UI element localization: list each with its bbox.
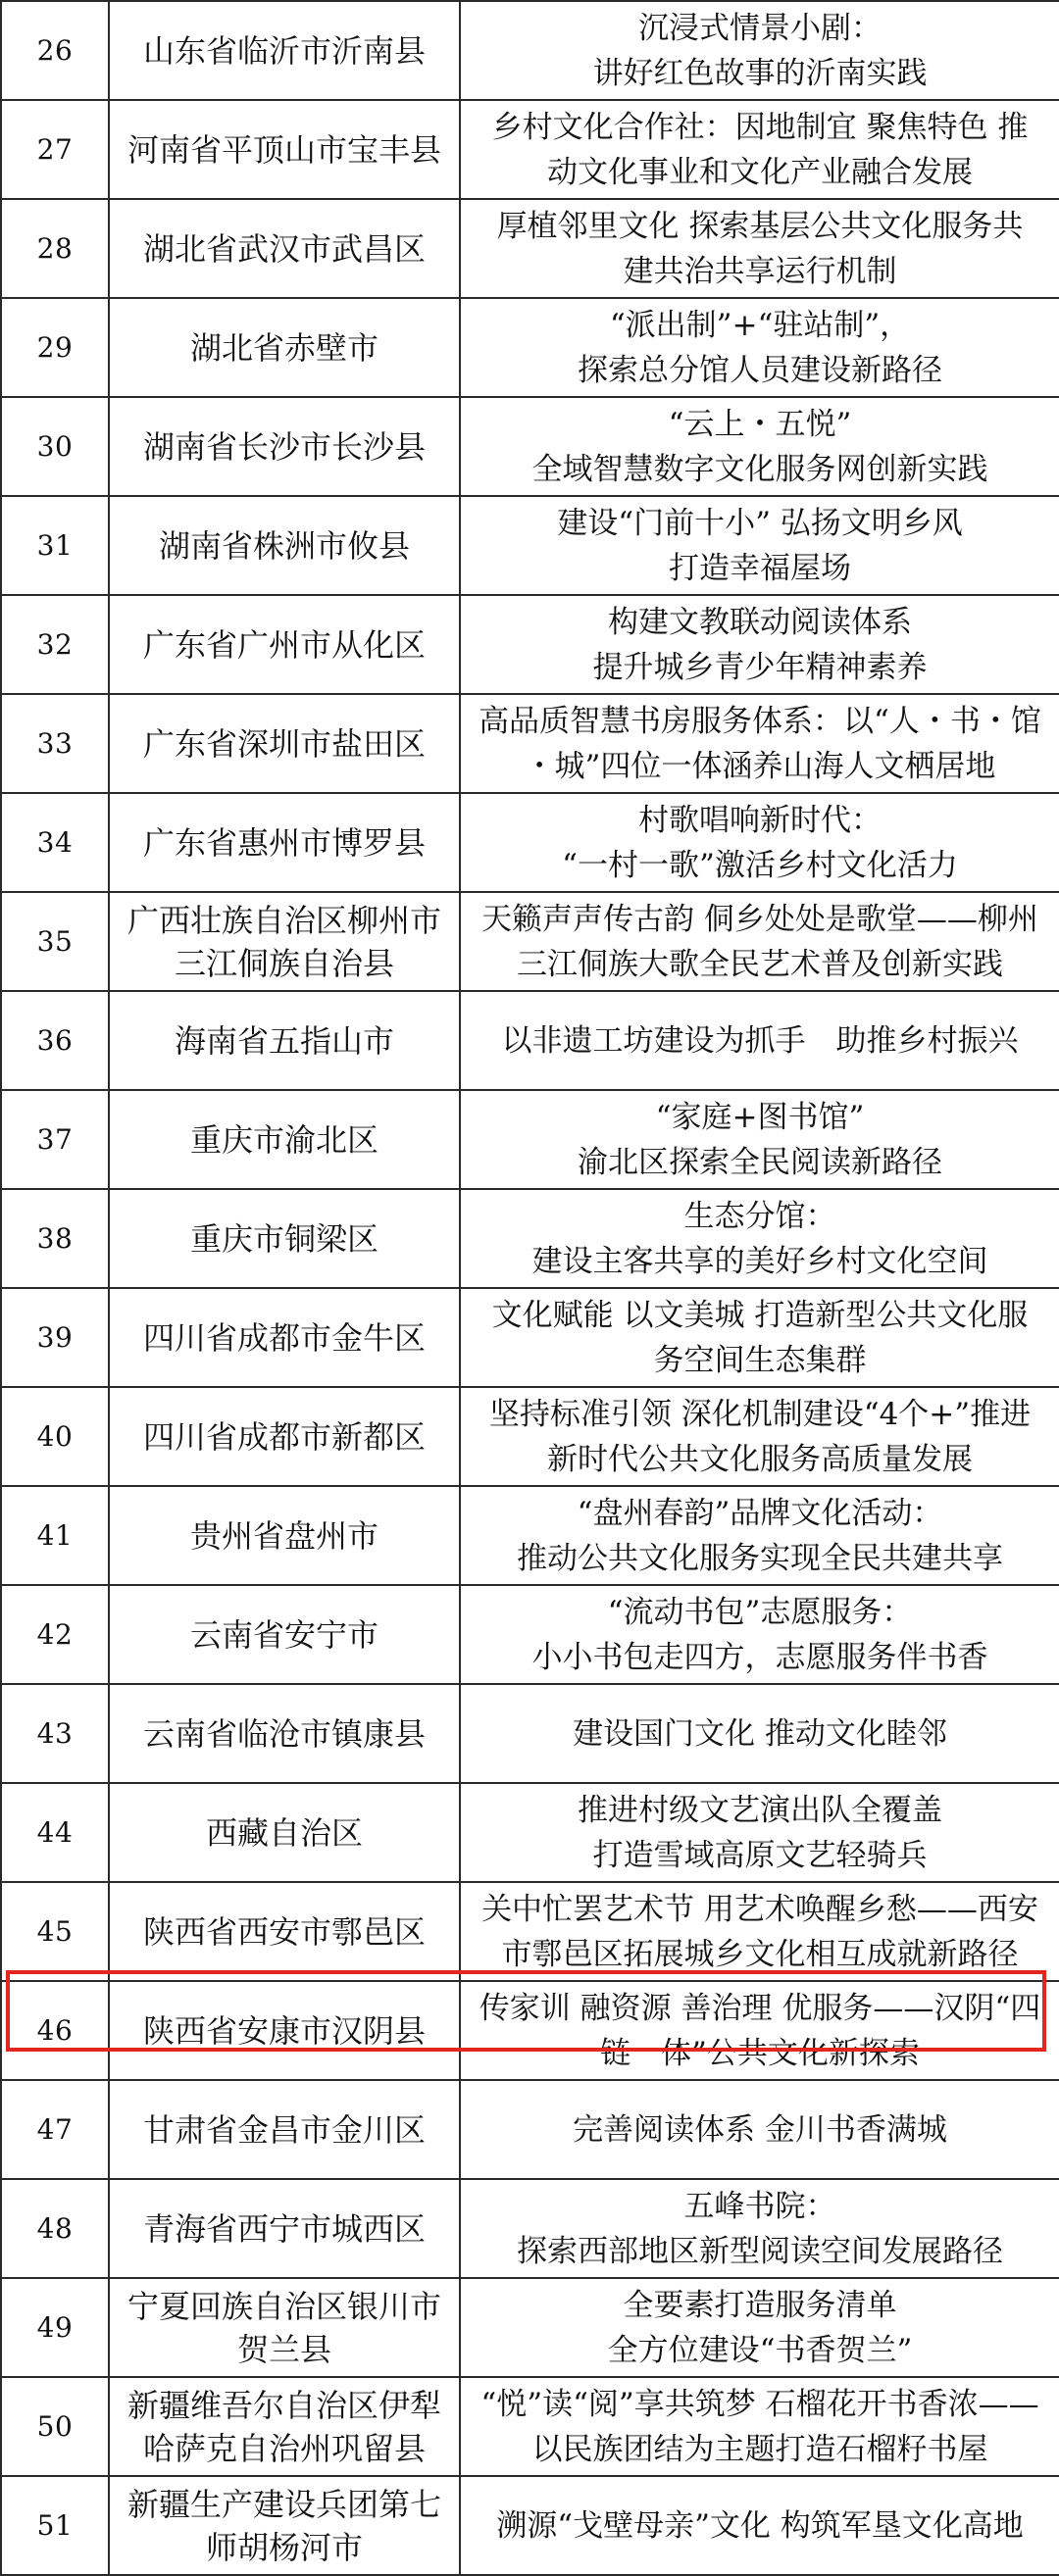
region-line: 贺兰县 [236,2330,331,2368]
region-line: 四川省成都市金牛区 [142,1318,426,1357]
case-title-line: 以民族团结为主题打造石榴籽书屋 [531,2431,988,2467]
case-title-line: “派出制”+“驻站制”， [609,307,911,343]
table-row [1,1486,1059,1585]
region-cell [109,595,460,694]
table-row [1,2476,1059,2575]
row-number: 46 [1,1981,109,2080]
row-number: 38 [1,1189,109,1288]
case-title-line: 新时代公共文化服务高质量发展 [547,1441,973,1477]
region-cell [109,1981,460,2080]
table-row [1,1981,1059,2080]
table-row [1,793,1059,892]
region-cell [109,199,460,298]
case-title-cell [460,1387,1059,1486]
row-number: 31 [1,496,109,595]
region-line: 湖南省长沙市长沙县 [142,427,426,466]
row-number: 45 [1,1882,109,1981]
region-cell [109,298,460,397]
case-title-line: 溯源“戈壁母亲”文化 构筑军垦文化高地 [496,2507,1024,2544]
row-number: 43 [1,1684,109,1783]
case-title-line: 传家训 融资源 善治理 优服务——汉阴“四 [479,1990,1041,2026]
region-line: 师胡杨河市 [205,2528,363,2566]
case-title-cell [460,991,1059,1090]
case-title-cell [460,100,1059,199]
case-title-line: 打造幸福屋场 [669,550,851,586]
case-title-cell [460,1288,1059,1387]
case-title-line: 建设“门前十小” 弘扬文明乡风 [557,505,963,541]
region-line: 西藏自治区 [205,1813,363,1852]
table-row [1,1684,1059,1783]
case-title-cell [460,1783,1059,1882]
table-row [1,1189,1059,1288]
case-title-line: 小小书包走四方，志愿服务伴书香 [531,1639,988,1675]
row-number: 44 [1,1783,109,1882]
case-title-line: 推进村级文艺演出队全覆盖 [578,1792,942,1828]
case-title-line: “盘州春韵”品牌文化活动： [577,1495,943,1531]
case-title-line: 关中忙罢艺术节 用艺术唤醒乡愁——西安 [481,1891,1038,1927]
row-number: 50 [1,2377,109,2476]
region-line: 陕西省安康市汉阴县 [142,2011,426,2050]
case-title-cell [460,1189,1059,1288]
region-cell [109,1288,460,1387]
region-line: 广东省广州市从化区 [142,625,426,664]
region-line: 湖南省株洲市攸县 [158,526,410,565]
table-row [1,199,1059,298]
table-row [1,892,1059,991]
region-cell [109,2080,460,2179]
region-cell [109,1486,460,1585]
case-title-cell [460,892,1059,991]
case-title-cell [460,1882,1059,1981]
case-title-line: 建共治共享运行机制 [623,253,897,289]
region-line: 重庆市铜梁区 [189,1219,378,1258]
region-line: 海南省五指山市 [174,1021,394,1060]
region-line: 云南省安宁市 [189,1615,378,1654]
case-title-cell [460,1684,1059,1783]
region-cell [109,2278,460,2377]
table-row [1,2179,1059,2278]
case-title-line: 全方位建设“书香贺兰” [607,2332,913,2368]
table-row [1,1387,1059,1486]
region-line: 湖北省赤壁市 [189,328,378,367]
region-line: 三江侗族自治县 [174,944,394,982]
case-title-line: “家庭+图书馆” [655,1099,865,1135]
table-row [1,1783,1059,1882]
case-title-line: 探索西部地区新型阅读空间发展路径 [517,2233,1003,2269]
row-number: 32 [1,595,109,694]
row-number: 36 [1,991,109,1090]
case-title-line: 完善阅读体系 金川书香满城 [573,2111,947,2148]
region-cell [109,100,460,199]
case-title-cell [460,694,1059,793]
case-title-line: “悦”读“阅”享共筑梦 石榴花开书香浓—— [480,2386,1039,2422]
region-line: 湖北省武汉市武昌区 [142,229,426,268]
case-title-cell [460,1,1059,100]
region-line: 河南省平顶山市宝丰县 [126,130,441,169]
case-title-line: 动文化事业和文化产业融合发展 [547,154,973,190]
case-title-cell [460,1486,1059,1585]
case-title-line: “一村一歌”激活乡村文化活力 [562,847,958,883]
region-line: 青海省西宁市城西区 [142,2209,426,2248]
table-row [1,298,1059,397]
row-number: 28 [1,199,109,298]
case-title-line: 讲好红色故事的沂南实践 [592,55,928,91]
case-title-line: 全要素打造服务清单 [623,2287,897,2323]
region-cell [109,397,460,496]
case-title-cell [460,397,1059,496]
region-cell [109,1090,460,1189]
row-number: 37 [1,1090,109,1189]
row-number: 41 [1,1486,109,1585]
region-cell [109,793,460,892]
region-line: 广东省惠州市博罗县 [142,823,426,862]
case-title-line: 五峰书院： [683,2188,836,2224]
row-number: 47 [1,2080,109,2179]
region-line: 哈萨克自治州巩留县 [142,2429,426,2467]
table-row [1,1882,1059,1981]
row-number: 29 [1,298,109,397]
case-title-line: 天籁声声传古韵 侗乡处处是歌堂——柳州 [481,901,1038,937]
case-title-line: 坚持标准引领 深化机制建设“4个+”推进 [488,1396,1032,1432]
region-cell [109,694,460,793]
region-cell [109,2476,460,2575]
case-title-line: 文化赋能 以文美城 打造新型公共文化服 [491,1297,1029,1333]
case-title-cell [460,199,1059,298]
row-number: 33 [1,694,109,793]
case-title-line: 探索总分馆人员建设新路径 [578,352,942,388]
region-cell [109,991,460,1090]
case-title-cell [460,2278,1059,2377]
region-cell [109,1,460,100]
region-cell [109,892,460,991]
case-title-line: 务空间生态集群 [653,1342,867,1378]
row-number: 40 [1,1387,109,1486]
case-title-line: 村歌唱响新时代： [638,802,882,838]
region-line: 广东省深圳市盐田区 [142,724,426,763]
case-title-line: “云上・五悦” [668,406,852,442]
case-title-cell [460,1585,1059,1684]
row-number: 35 [1,892,109,991]
region-line: 山东省临沂市沂南县 [142,31,426,70]
case-title-line: 三江侗族大歌全民艺术普及创新实践 [517,946,1003,982]
case-title-line: 市鄠邑区拓展城乡文化相互成就新路径 [501,1936,1019,1972]
region-line: 陕西省西安市鄠邑区 [142,1912,426,1951]
table-row [1,694,1059,793]
table-body [1,1,1059,2575]
row-number: 51 [1,2476,109,2575]
region-line: 贵州省盘州市 [189,1516,378,1555]
row-number: 42 [1,1585,109,1684]
case-title-line: 沉浸式情景小剧： [638,10,882,46]
case-title-line: 渝北区探索全民阅读新路径 [578,1144,942,1180]
case-title-line: 构建文教联动阅读体系 [608,604,912,640]
table-row [1,2377,1059,2476]
case-title-line: 打造雪域高原文艺轻骑兵 [592,1837,928,1873]
case-title-line: 全域智慧数字文化服务网创新实践 [531,451,988,487]
table-row [1,595,1059,694]
case-title-line: 乡村文化合作社：因地制宜 聚焦特色 推 [491,109,1029,145]
region-line: 宁夏回族自治区银川市 [126,2287,441,2325]
case-title-line: 链一体”公共文化新探索 [600,2035,920,2071]
row-number: 39 [1,1288,109,1387]
region-line: 甘肃省金昌市金川区 [142,2110,426,2149]
region-cell [109,1783,460,1882]
row-number: 30 [1,397,109,496]
case-title-line: 生态分馆： [683,1198,836,1234]
case-title-cell [460,1090,1059,1189]
case-title-cell [460,2476,1059,2575]
region-line: 广西壮族自治区柳州市 [126,901,441,939]
case-title-line: 高品质智慧书房服务体系：以“人・书・馆 [479,703,1041,739]
case-title-line: 以非遗工坊建设为抓手 助推乡村振兴 [501,1022,1019,1059]
region-cell [109,2179,460,2278]
case-title-cell [460,2377,1059,2476]
table-row [1,2278,1059,2377]
region-cell [109,1882,460,1981]
case-title-line: “流动书包”志愿服务： [607,1594,913,1630]
region-cell [109,1585,460,1684]
region-line: 四川省成都市新都区 [142,1417,426,1456]
table-row [1,1,1059,100]
table-row [1,496,1059,595]
case-title-cell [460,595,1059,694]
case-title-line: 厚植邻里文化 探索基层公共文化服务共 [496,208,1024,244]
region-cell [109,1387,460,1486]
case-title-line: 建设主客共享的美好乡村文化空间 [531,1243,988,1279]
row-number: 34 [1,793,109,892]
case-title-line: ・城”四位一体涵养山海人文栖居地 [524,748,996,784]
region-cell [109,1684,460,1783]
row-number: 49 [1,2278,109,2377]
region-line: 新疆维吾尔自治区伊犁 [126,2386,441,2424]
region-cell [109,1189,460,1288]
case-title-line: 提升城乡青少年精神素养 [592,649,928,685]
table-row [1,1090,1059,1189]
table-row [1,991,1059,1090]
region-line: 重庆市渝北区 [189,1120,378,1159]
table-row [1,1288,1059,1387]
case-title-cell [460,793,1059,892]
row-number: 48 [1,2179,109,2278]
region-line: 云南省临沧市镇康县 [142,1714,426,1753]
row-number: 27 [1,100,109,199]
region-cell [109,496,460,595]
case-title-cell [460,2179,1059,2278]
case-title-line: 建设国门文化 推动文化睦邻 [573,1715,947,1752]
table-row [1,1585,1059,1684]
row-number: 26 [1,1,109,100]
region-line: 新疆生产建设兵团第七 [126,2485,441,2523]
table-row [1,100,1059,199]
region-cell [109,2377,460,2476]
case-title-cell [460,2080,1059,2179]
case-title-cell [460,496,1059,595]
table-row [1,397,1059,496]
case-title-line: 推动公共文化服务实现全民共建共享 [517,1540,1003,1576]
case-title-cell [460,1981,1059,2080]
case-title-cell [460,298,1059,397]
table-row [1,2080,1059,2179]
